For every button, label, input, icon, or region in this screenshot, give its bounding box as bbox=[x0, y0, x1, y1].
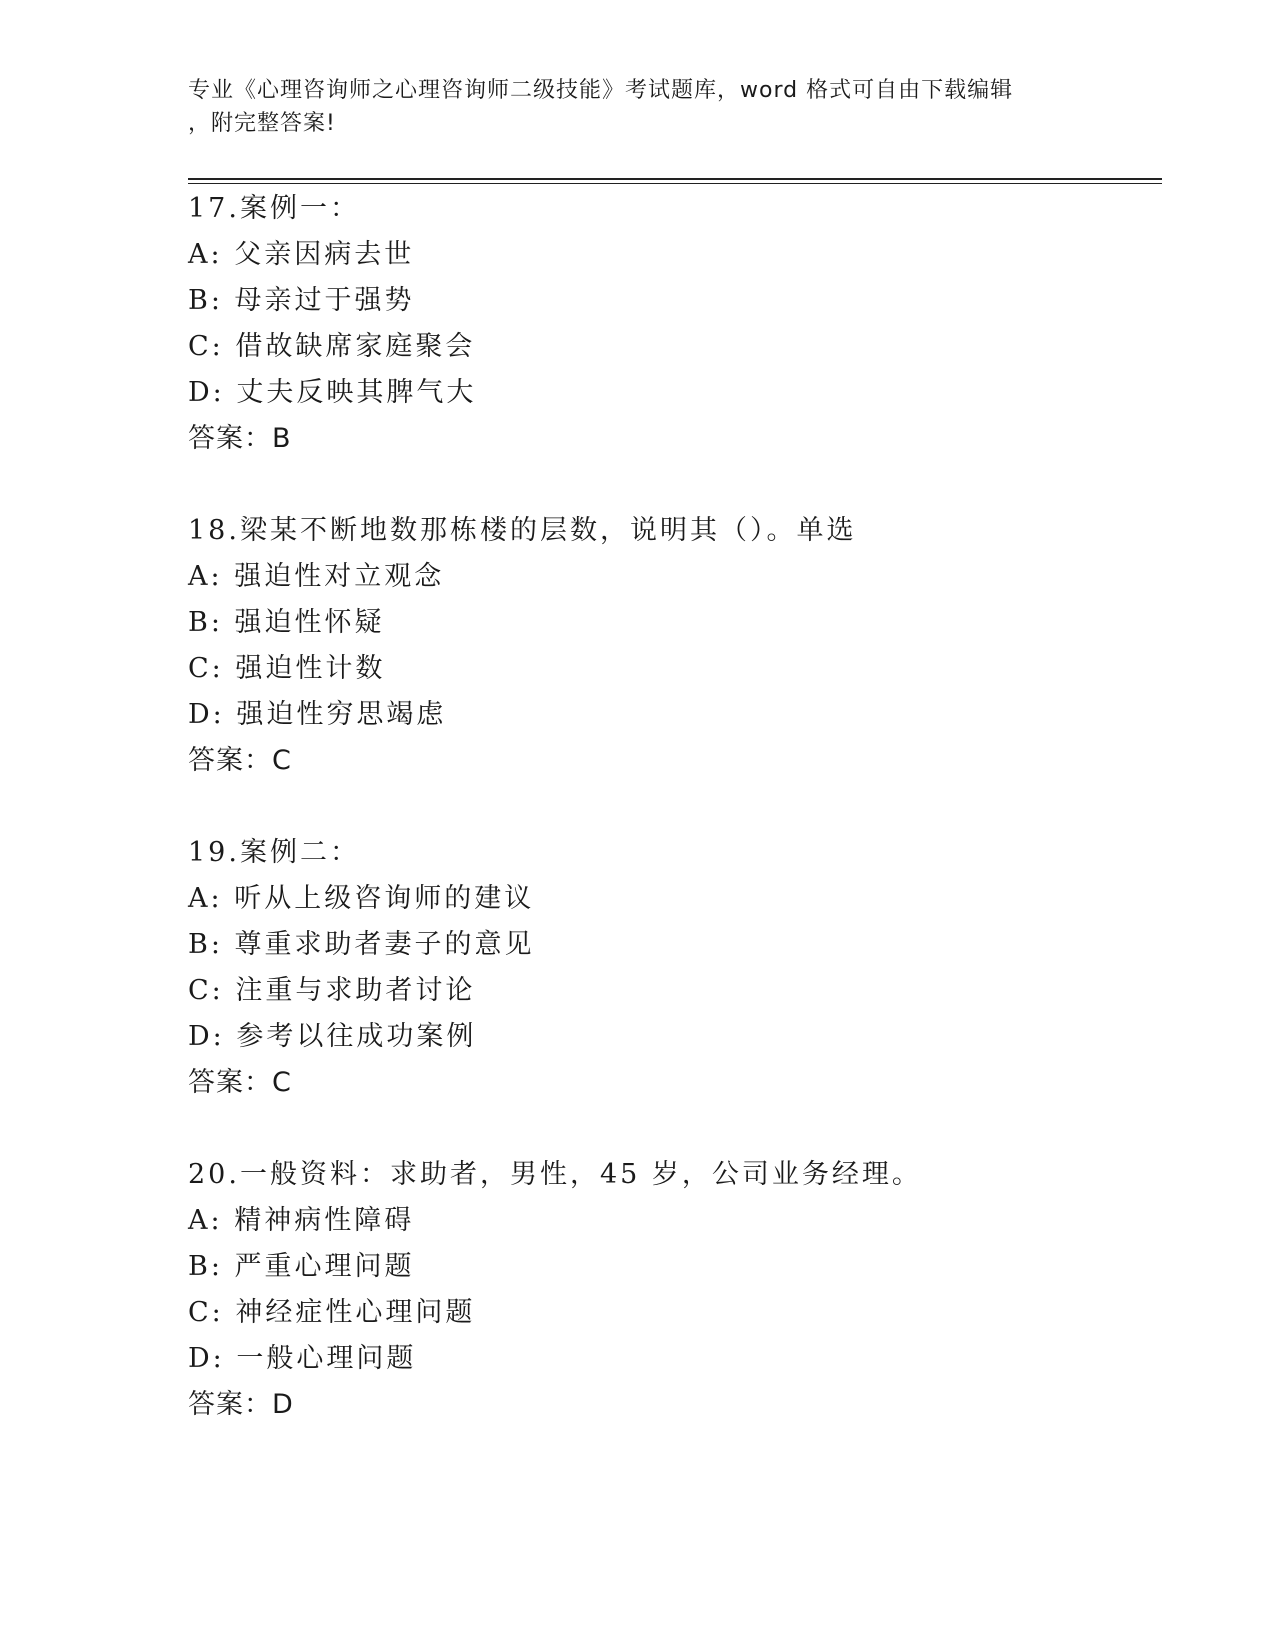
question-number: 18. bbox=[188, 515, 240, 546]
option-label: A: bbox=[188, 561, 223, 592]
header-divider-thick bbox=[188, 178, 1162, 180]
option-b bbox=[188, 922, 535, 968]
header-line-1: 专业《心理咨询师之心理咨询师二级技能》考试题库，word 格式可自由下载编辑 bbox=[188, 78, 1014, 103]
option-text: 神经症性心理问题 bbox=[235, 1297, 476, 1328]
option-a bbox=[188, 232, 476, 278]
option-text: 借故缺席家庭聚会 bbox=[235, 331, 476, 362]
option-d bbox=[188, 1336, 922, 1382]
option-text: 严重心理问题 bbox=[234, 1251, 415, 1282]
option-label: D: bbox=[188, 699, 225, 730]
answer-line bbox=[188, 416, 476, 462]
answer-value: C bbox=[272, 745, 292, 776]
option-text: 丈夫反映其脾气大 bbox=[236, 377, 477, 408]
option-b bbox=[188, 278, 476, 324]
answer-line bbox=[188, 1382, 922, 1428]
option-label: B: bbox=[188, 1251, 223, 1282]
option-text: 母亲过于强势 bbox=[234, 285, 415, 316]
question-text: 梁某不断地数那栋楼的层数，说明其（）。单选 bbox=[239, 515, 857, 546]
option-label: C: bbox=[188, 975, 224, 1006]
option-label: A: bbox=[188, 239, 223, 270]
question-number: 17. bbox=[188, 193, 240, 224]
question-stem bbox=[188, 508, 856, 554]
option-label: B: bbox=[188, 929, 223, 960]
answer-label: 答案： bbox=[188, 423, 272, 454]
option-d bbox=[188, 370, 476, 416]
question-stem bbox=[188, 830, 535, 876]
option-label: D: bbox=[188, 1021, 225, 1052]
header-divider-thin bbox=[188, 183, 1162, 184]
option-text: 强迫性对立观念 bbox=[234, 561, 445, 592]
question-text: 案例一： bbox=[239, 193, 360, 224]
header-line-2: ，附完整答案! bbox=[188, 111, 336, 136]
option-label: B: bbox=[188, 607, 223, 638]
option-d bbox=[188, 1014, 535, 1060]
option-label: D: bbox=[188, 377, 225, 408]
option-label: A: bbox=[188, 883, 223, 914]
option-a bbox=[188, 554, 856, 600]
answer-line bbox=[188, 1060, 535, 1106]
question-number: 20. bbox=[188, 1159, 240, 1190]
answer-label: 答案： bbox=[188, 1067, 272, 1098]
option-text: 尊重求助者妻子的意见 bbox=[234, 929, 535, 960]
option-b bbox=[188, 600, 856, 646]
option-text: 精神病性障碍 bbox=[234, 1205, 415, 1236]
option-text: 参考以往成功案例 bbox=[236, 1021, 477, 1052]
document-header bbox=[188, 74, 1088, 140]
option-c bbox=[188, 324, 476, 370]
option-b bbox=[188, 1244, 922, 1290]
question-text: 一般资料：求助者，男性，45 岁，公司业务经理。 bbox=[239, 1159, 922, 1190]
option-a bbox=[188, 1198, 922, 1244]
question-stem bbox=[188, 1152, 922, 1198]
answer-label: 答案： bbox=[188, 745, 272, 776]
answer-value: B bbox=[272, 423, 292, 454]
option-label: C: bbox=[188, 1297, 224, 1328]
answer-value: D bbox=[272, 1389, 294, 1420]
option-label: B: bbox=[188, 285, 223, 316]
option-c bbox=[188, 646, 856, 692]
answer-line bbox=[188, 738, 856, 784]
option-label: C: bbox=[188, 331, 224, 362]
answer-label: 答案： bbox=[188, 1389, 272, 1420]
option-c bbox=[188, 968, 535, 1014]
option-text: 强迫性计数 bbox=[235, 653, 386, 684]
option-label: C: bbox=[188, 653, 224, 684]
option-text: 注重与求助者讨论 bbox=[235, 975, 476, 1006]
option-text: 强迫性怀疑 bbox=[234, 607, 385, 638]
option-text: 听从上级咨询师的建议 bbox=[234, 883, 535, 914]
question-stem bbox=[188, 186, 476, 232]
option-label: D: bbox=[188, 1343, 225, 1374]
option-text: 父亲因病去世 bbox=[234, 239, 415, 270]
question-block bbox=[188, 186, 476, 462]
answer-value: C bbox=[272, 1067, 292, 1098]
option-text: 一般心理问题 bbox=[236, 1343, 417, 1374]
option-d bbox=[188, 692, 856, 738]
option-text: 强迫性穷思竭虑 bbox=[236, 699, 447, 730]
question-block bbox=[188, 1152, 922, 1428]
option-a bbox=[188, 876, 535, 922]
option-c bbox=[188, 1290, 922, 1336]
question-number: 19. bbox=[188, 837, 240, 868]
question-block bbox=[188, 830, 535, 1106]
option-label: A: bbox=[188, 1205, 223, 1236]
question-text: 案例二： bbox=[239, 837, 360, 868]
question-block bbox=[188, 508, 856, 784]
